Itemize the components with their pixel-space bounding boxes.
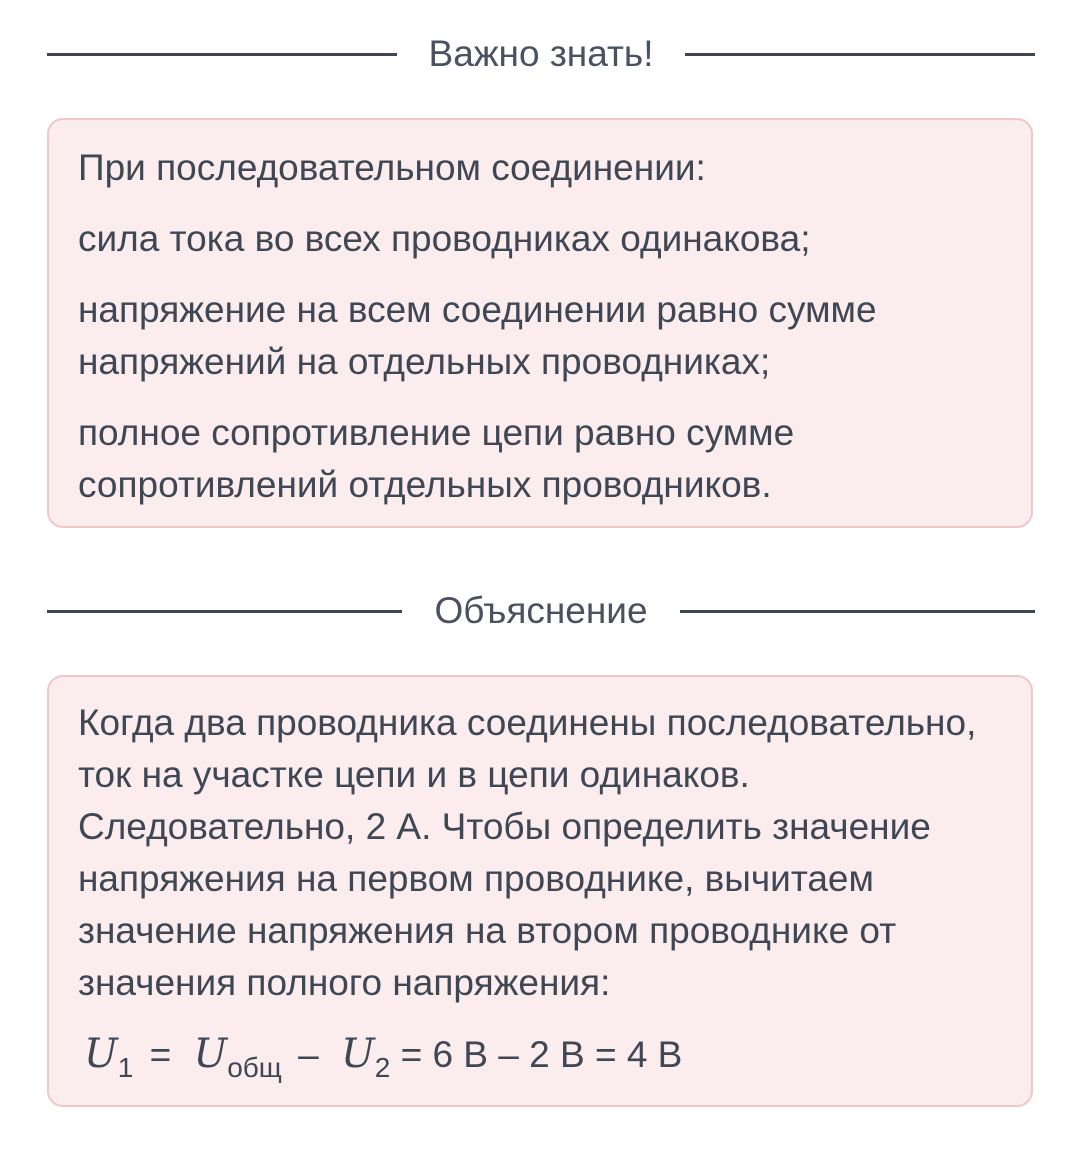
formula-minus: – — [298, 1034, 319, 1075]
important-heading-text: Важно знать! — [428, 33, 654, 74]
important-line-intro: При последовательном соединении: — [78, 147, 706, 188]
formula-var-u1: U — [84, 1031, 118, 1077]
important-line-resistance: полное сопротивление цепи равно сумме сопротивлений отдельных проводников. — [78, 412, 795, 505]
formula-var-u2: U — [340, 1031, 375, 1077]
formula-equals: = — [149, 1034, 172, 1075]
heading-rule-right — [680, 610, 1035, 613]
important-line-current: сила тока во всех проводниках одинакова; — [78, 218, 811, 259]
important-line-voltage: напряжение на всем соединении равно сумме напряжений на отдельных проводниках; — [78, 289, 877, 382]
explanation-heading-text: Объяснение — [434, 590, 648, 631]
explanation-text: Когда два проводника соединены последовательно, ток на участке цепи и в цепи одинаков. Следовательно, 2 А. Чтобы определить значение напряжения на первом проводнике, вычитаем значение напряжения на втором проводнике от значения полного напряжения: — [78, 702, 977, 1003]
explanation-box — [47, 675, 1033, 1107]
voltage-formula — [78, 1028, 1003, 1081]
heading-rule-left — [47, 610, 402, 613]
formula-sub-2: 2 — [374, 1052, 391, 1083]
important-heading — [47, 34, 1035, 74]
formula-var-utotal: U — [193, 1031, 228, 1077]
formula-result: = 6 В – 2 В = 4 В — [400, 1034, 683, 1075]
heading-rule-right — [685, 53, 1035, 56]
explanation-heading — [47, 591, 1035, 631]
heading-rule-left — [47, 53, 397, 56]
important-box — [47, 118, 1033, 528]
formula-sub-1: 1 — [117, 1052, 134, 1083]
formula-sub-total: общ — [227, 1052, 282, 1083]
